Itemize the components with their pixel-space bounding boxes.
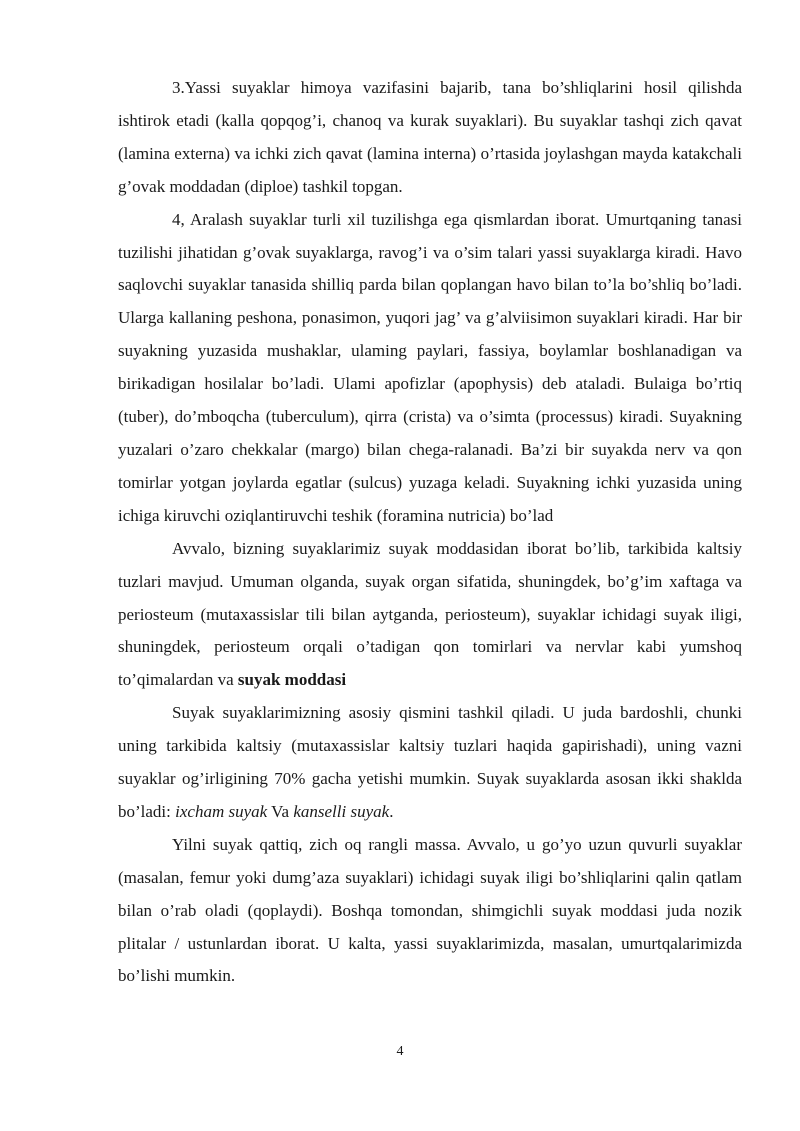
paragraph-bone-substance xyxy=(118,533,742,698)
paragraph-mixed-bones xyxy=(118,204,742,533)
page-number: 4 xyxy=(396,1044,404,1059)
paragraph-text: Avvalo, bizning suyaklarimiz suyak moddasidan iborat bo’lib, tarkibida kaltsiy tuzlari mavjud. Umuman olganda, suyak organ sifatida, shuningdek, bo’g’im xaftaga va periosteum (mutaxassislar tili bilan aytganda, periosteum), suyaklar ichidagi suyak iligi, shuningdek, periosteum orqali o’tadigan qon tomirlari va nervlar kabi yumshoq to’qimalardan va xyxy=(118,538,742,690)
italic-term-ixcham-suyak: ixcham suyak xyxy=(175,801,268,821)
paragraph-text: 4, Aralash suyaklar turli xil tuzilishga ega qismlardan iborat. Umurtqaning tanasi tuzilishi jihatidan g’ovak suyaklarga, ravog’i va o’sim talari yassi suyaklarga kiradi. Havo saqlovchi suyaklar tanasida shilliq parda bilan qoplangan havo bilan to’la bo’shliq bo’ladi. Ularga kallaning peshona, ponasimon, yuqori jag’ va g’alviisimon suyaklari kiradi. Har bir suyakning yuzasida mushaklar, ulaming paylari, fassiya, boylamlar boshlanadigan va birikadigan hosilalar bo’ladi. Ulami apofizlar (apophysis) deb ataladi. Bulaiga bo’rtiq (tuber), do’mboqcha (tuberculum), qirra (crista) va o’simta (processus) kiradi. Suyakning yuzalari o’zaro chekkalar (margo) bilan chega-ralanadi. Ba’zi bir suyakda nerv va qon tomirlar yotgan joylarda egatlar (sulcus) yuzaga keladi. Suyakning ichki yuzasida uning ichiga kiruvchi oziqlantiruvchi teshik (foramina nutricia) bo’lad xyxy=(118,209,742,525)
paragraph-flat-bones xyxy=(118,72,742,204)
paragraph-text: Yilni suyak qattiq, zich oq rangli massa. Avvalo, u go’yo uzun quvurli suyaklar (masalan, femur yoki dumg’aza suyaklari) ichidagi suyak iligi bo’shliqlarini qalin qatlam bilan o’rab oladi (qoplaydi). Boshqa tomondan, shimgichli suyak moddasi juda nozik plitalar / ustunlardan iborat. U kalta, yassi suyaklarimizda, masalan, umurtqalarimizda bo’lishi mumkin. xyxy=(118,834,742,986)
document-body xyxy=(118,72,742,993)
paragraph-text-connector: Va xyxy=(267,801,294,821)
paragraph-compact-bone xyxy=(118,829,742,994)
paragraph-text: Suyak suyaklarimizning asosiy qismini tashkil qiladi. U juda bardoshli, chunki uning tarkibida kaltsiy (mutaxassislar kaltsiy tuzlari haqida gapirishadi), uning vazni suyaklar og’irligining 70% gacha yetishi mumkin. Suyak suyaklarda asosan ikki shaklda bo’ladi: xyxy=(118,703,742,821)
bold-term-suyak-moddasi: suyak moddasi xyxy=(237,670,347,690)
paragraph-bone-forms xyxy=(118,697,742,829)
paragraph-text-end: . xyxy=(389,801,394,821)
italic-term-kanselli-suyak: kanselli suyak xyxy=(293,801,390,821)
paragraph-text: 3.Yassi suyaklar himoya vazifasini bajarib, tana bo’shliqlarini hosil qilishda ishtirok etadi (kalla qopqog’i, chanoq va kurak suyaklari). Bu suyaklar tashqi zich qavat (lamina externa) va ichki zich qavat (lamina interna) o’rtasida joylashgan mayda katakchali g’ovak moddadan (diploe) tashkil topgan. xyxy=(118,78,742,196)
